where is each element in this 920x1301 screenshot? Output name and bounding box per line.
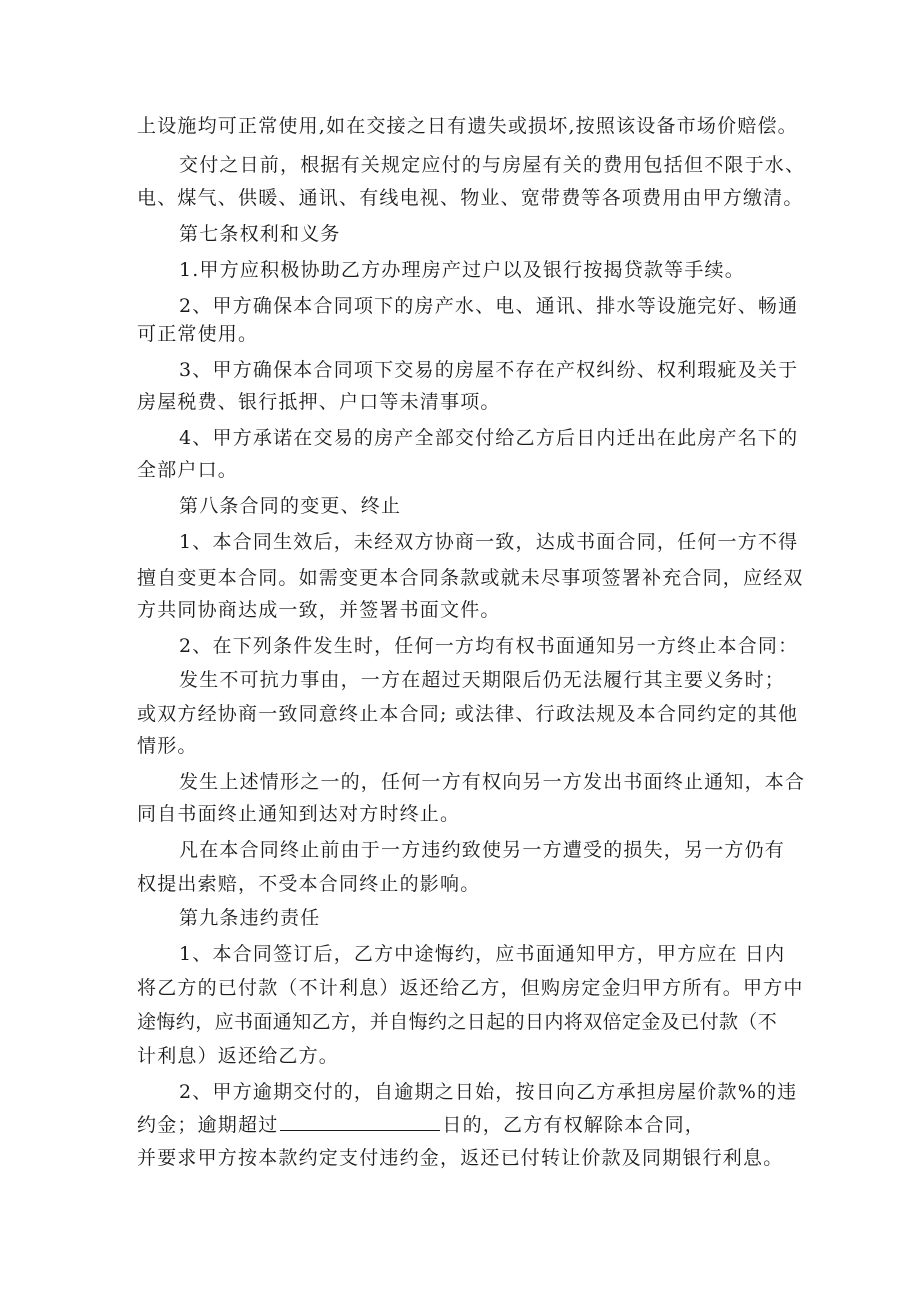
text-line: 房屋税费、银行抵押、户口等未清事项。 (137, 391, 501, 413)
text-line: 发生上述情形之一的，任何一方有权向另一方发出书面终止通知，本合 (179, 771, 806, 793)
text-line: 将乙方的已付款（不计利息）返还给乙方，但购房定金归甲方所有。甲方中 (137, 977, 804, 999)
text-line: 电、煤气、供暖、通讯、有线电视、物业、宽带费等各项费用由甲方缴清。 (137, 187, 804, 209)
text-line: 2、在下列条件发生时，任何一方均有权书面通知另一方终止本合同： (179, 635, 799, 657)
text-line: 1、本合同生效后，未经双方协商一致，达成书面合同，任何一方不得 (179, 531, 799, 553)
text-line: 同自书面终止通知到达对方时终止。 (137, 803, 461, 825)
text-line: 上设施均可正常使用,如在交接之日有遗失或损坏,按照该设备市场价赔偿。 (137, 115, 798, 137)
text-line: 全部户口。 (137, 459, 239, 481)
text-line: 4、甲方承诺在交易的房产全部交付给乙方后日内迁出在此房产名下的 (179, 427, 799, 449)
text-line: 方共同协商达成一致，并签署书面文件。 (137, 599, 501, 621)
text-line: 3、甲方确保本合同项下交易的房屋不存在产权纠纷、权利瑕疵及关于 (179, 359, 799, 381)
section-heading: 第八条合同的变更、终止 (179, 495, 402, 517)
fill-in-blank (280, 1112, 440, 1131)
text-segment: 约金；逾期超过 (137, 1114, 279, 1136)
text-line: 交付之日前，根据有关规定应付的与房屋有关的费用包括但不限于水、 (179, 154, 806, 176)
text-line: 可正常使用。 (137, 323, 259, 345)
text-line: 发生不可抗力事由，一方在超过天期限后仍无法履行其主要义务时； (179, 669, 786, 691)
text-line: 2、甲方确保本合同项下的房产水、电、通讯、排水等设施完好、畅通 (179, 295, 799, 317)
text-line: 凡在本合同终止前由于一方违约致使另一方遭受的损失，另一方仍有 (179, 839, 786, 861)
section-heading: 第九条违约责任 (179, 907, 321, 929)
text-line-with-blank (137, 1112, 705, 1137)
text-line: 或双方经协商一致同意终止本合同; 或法律、行政法规及本合同约定的其他 (137, 703, 799, 725)
text-line: 2、甲方逾期交付的，自逾期之日始，按日向乙方承担房屋价款%的违 (179, 1081, 798, 1103)
text-line: 情形。 (137, 735, 198, 757)
text-line: 并要求甲方按本款约定支付违约金，返还已付转让价款及同期银行利息。 (137, 1147, 784, 1169)
text-line: 权提出索赔，不受本合同终止的影响。 (137, 873, 481, 895)
section-heading: 第七条权利和义务 (179, 223, 341, 245)
text-line: 1.甲方应积极协助乙方办理房产过户以及银行按揭贷款等手续。 (179, 259, 745, 281)
text-line: 途悔约，应书面通知乙方，并自悔约之日起的日内将双倍定金及已付款（不 (137, 1011, 778, 1033)
text-line: 计利息）返还给乙方。 (137, 1045, 340, 1067)
text-line: 擅自变更本合同。如需变更本合同条款或就未尽事项签署补充合同，应经双 (137, 567, 804, 589)
text-line: 1、本合同签订后，乙方中途悔约，应书面通知甲方，甲方应在 日内 (179, 943, 786, 965)
text-segment: 日的，乙方有权解除本合同， (442, 1114, 706, 1136)
